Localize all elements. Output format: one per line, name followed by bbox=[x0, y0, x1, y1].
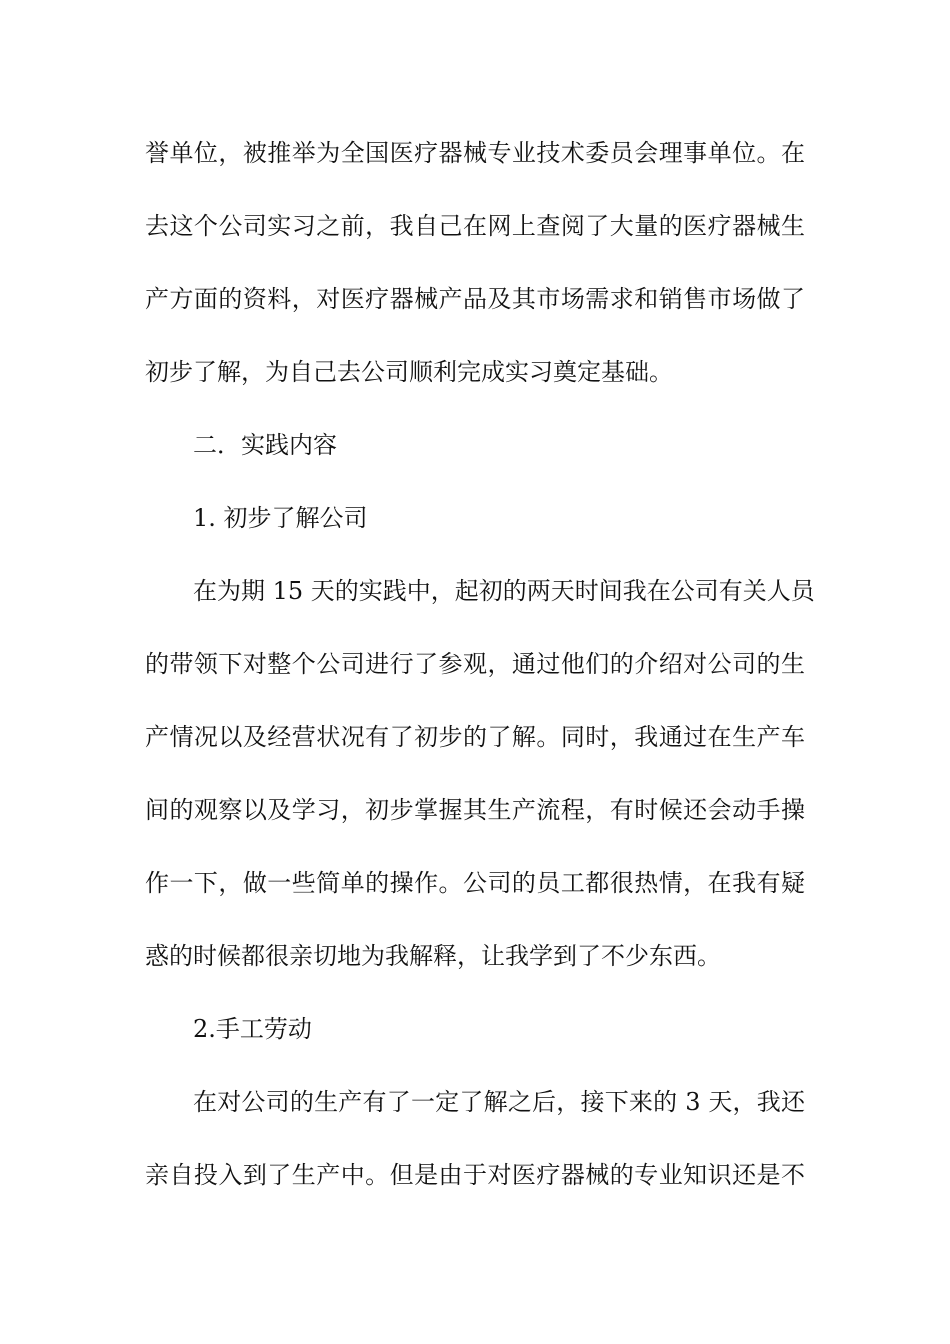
subsection-heading: 2.手工劳动 bbox=[193, 1015, 312, 1043]
paragraph-line: 惑的时候都很亲切地为我解释，让我学到了不少东西。 bbox=[145, 942, 721, 970]
paragraph-line: 产方面的资料，对医疗器械产品及其市场需求和销售市场做了 bbox=[145, 285, 805, 313]
paragraph-line: 产情况以及经营状况有了初步的了解。同时，我通过在生产车 bbox=[145, 723, 805, 751]
paragraph-line: 誉单位，被推举为全国医疗器械专业技术委员会理事单位。在 bbox=[145, 139, 805, 167]
paragraph-line: 间的观察以及学习，初步掌握其生产流程，有时候还会动手操 bbox=[145, 796, 805, 824]
paragraph-line: 的带领下对整个公司进行了参观，通过他们的介绍对公司的生 bbox=[145, 650, 805, 678]
paragraph-line: 在对公司的生产有了一定了解之后，接下来的 3 天，我还 bbox=[193, 1088, 805, 1116]
paragraph-line: 去这个公司实习之前，我自己在网上查阅了大量的医疗器械生 bbox=[145, 212, 805, 240]
paragraph-line: 亲自投入到了生产中。但是由于对医疗器械的专业知识还是不 bbox=[145, 1161, 805, 1189]
section-heading: 二．实践内容 bbox=[193, 431, 337, 459]
paragraph-line: 初步了解，为自己去公司顺利完成实习奠定基础。 bbox=[145, 358, 673, 386]
paragraph-line: 作一下，做一些简单的操作。公司的员工都很热情，在我有疑 bbox=[145, 869, 805, 897]
subsection-heading: 1. 初步了解公司 bbox=[193, 504, 368, 532]
paragraph-line: 在为期 15 天的实践中，起初的两天时间我在公司有关人员 bbox=[193, 577, 815, 605]
document-body bbox=[145, 133, 815, 1228]
